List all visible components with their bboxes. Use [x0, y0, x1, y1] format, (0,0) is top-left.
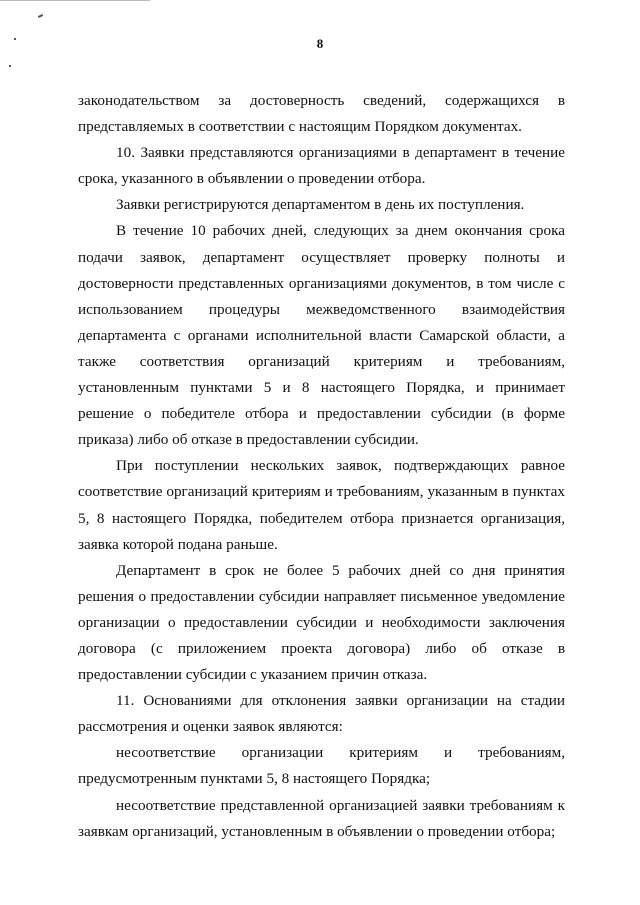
paragraph: Департамент в срок не более 5 рабочих дней со дня принятия решения о предоставлении субсидии направляет письменное уведомление организации о предоставлении субсидии и необходимости заключения договора (с приложением проекта договора) либо об отказе в предоставлении субсидии с указанием причин отказа. — [78, 561, 565, 684]
scan-mark-dot — [9, 65, 11, 67]
paragraph: несоответствие представленной организацией заявки требованиям к заявкам организаций, установленным в объявлении о проведении отбора; — [78, 796, 565, 840]
paragraph: 10. Заявки представляются организациями в департамент в течение срока, указанного в объявлении о проведении отбора. — [78, 144, 565, 188]
document-body — [78, 88, 565, 845]
paragraph: несоответствие организации критериям и требованиям, предусмотренным пунктами 5, 8 настоящего Порядка; — [78, 744, 565, 788]
paragraph: В течение 10 рабочих дней, следующих за днем окончания срока подачи заявок, департамент осуществляет проверку полноты и достоверности представленных организациями документов, в том числе с использованием процедуры межведомственного взаимодействия департамента с органами исполнительной власти Самарской области, а также соответствия организаций критериям и требованиям, установленным пунктами 5 и 8 настоящего Порядка, и принимает решение о победителе отбора и предоставлении субсидии (в форме приказа) либо об отказе в предоставлении субсидии. — [78, 222, 565, 449]
paragraph: законодательством за достоверность сведений, содержащихся в — [78, 92, 565, 109]
scan-mark-dot — [38, 14, 43, 18]
paragraph: При поступлении нескольких заявок, подтверждающих равное соответствие организаций критериям и требованиям, указанным в пунктах 5, 8 настоящего Порядка, победителем отбора признается организация, заявка которой подана раньше. — [78, 457, 565, 553]
scan-mark-top-line — [0, 0, 150, 1]
paragraph: Заявки регистрируются департаментом в день их поступления. — [116, 196, 525, 214]
paragraph: 11. Основаниями для отклонения заявки организации на стадии рассмотрения и оценки заявок являются: — [78, 692, 565, 736]
page-number: 8 — [316, 36, 324, 51]
paragraph: представляемых в соответствии с настоящим Порядком документах. — [78, 118, 522, 136]
